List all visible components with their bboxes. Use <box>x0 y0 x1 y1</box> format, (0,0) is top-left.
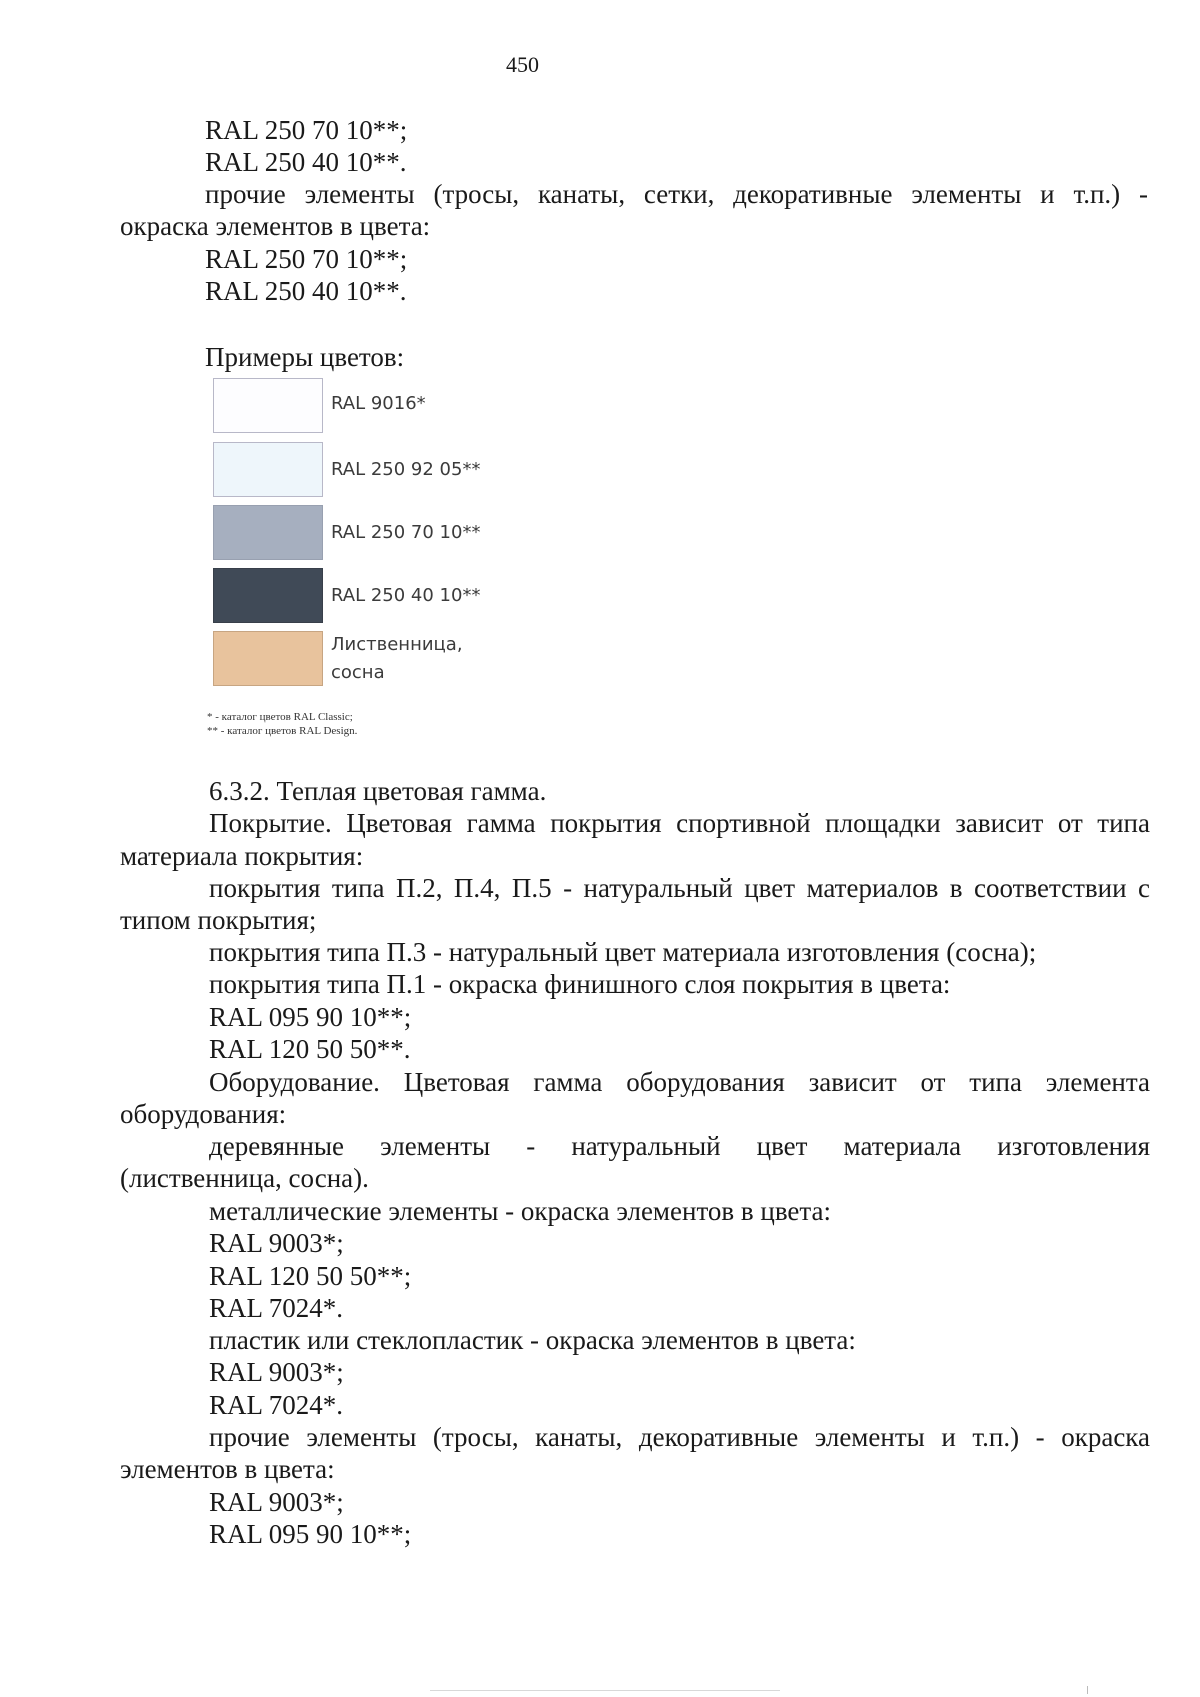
paragraph-line: материала покрытия: <box>120 841 364 871</box>
paragraph-line: окраска элементов в цвета: <box>120 211 431 241</box>
paragraph-line: элементов в цвета: <box>120 1454 335 1484</box>
footnote: ** - каталог цветов RAL Design. <box>207 725 358 737</box>
paragraph-line: деревянные элементы - натуральный цвет материала изготовления <box>209 1131 1150 1161</box>
color-swatch <box>213 631 323 686</box>
section-heading: 6.3.2. Теплая цветовая гамма. <box>209 776 547 806</box>
ral-line: RAL 250 40 10**. <box>205 147 407 177</box>
ral-line: RAL 095 90 10**; <box>209 1519 412 1549</box>
swatch-label: RAL 250 40 10** <box>331 585 481 606</box>
swatch-label: RAL 9016* <box>331 393 426 414</box>
page-number: 450 <box>506 52 539 77</box>
swatch-label: RAL 250 70 10** <box>331 522 481 543</box>
ral-line: RAL 9003*; <box>209 1228 344 1258</box>
ral-line: RAL 7024*. <box>209 1390 343 1420</box>
paragraph-line: Покрытие. Цветовая гамма покрытия спортивной площадки зависит от типа <box>209 808 1150 838</box>
ral-line: RAL 120 50 50**; <box>209 1261 412 1291</box>
paragraph-line: металлические элементы - окраска элементов в цвета: <box>209 1196 832 1226</box>
paragraph-line: типом покрытия; <box>120 905 317 935</box>
ral-line: RAL 250 70 10**; <box>205 244 408 274</box>
swatch-label: сосна <box>331 662 385 683</box>
paragraph-line: пластик или стеклопластик - окраска элементов в цвета: <box>209 1325 856 1355</box>
paragraph-line: Оборудование. Цветовая гамма оборудования зависит от типа элемента <box>209 1067 1150 1097</box>
paragraph-line: покрытия типа П.3 - натуральный цвет материала изготовления (сосна); <box>209 937 1037 967</box>
paragraph-line: прочие элементы (тросы, канаты, сетки, декоративные элементы и т.п.) - <box>205 179 1148 209</box>
paragraph-line: покрытия типа П.2, П.4, П.5 - натуральный цвет материалов в соответствии с <box>209 873 1150 903</box>
paragraph-line: оборудования: <box>120 1099 287 1129</box>
examples-heading: Примеры цветов: <box>205 342 405 372</box>
color-swatch <box>213 505 323 560</box>
paragraph-line: покрытия типа П.1 - окраска финишного слоя покрытия в цвета: <box>209 969 951 999</box>
ral-line: RAL 9003*; <box>209 1487 344 1517</box>
ral-line: RAL 250 40 10**. <box>205 276 407 306</box>
page-divider <box>430 1690 780 1691</box>
paragraph-line: (лиственница, сосна). <box>120 1163 369 1193</box>
ral-line: RAL 9003*; <box>209 1357 344 1387</box>
color-swatch <box>213 568 323 623</box>
swatch-label: RAL 250 92 05** <box>331 459 481 480</box>
footnote: * - каталог цветов RAL Classic; <box>207 711 353 723</box>
page-mark <box>1087 1686 1088 1694</box>
paragraph-line: прочие элементы (тросы, канаты, декоративные элементы и т.п.) - окраска <box>209 1422 1150 1452</box>
color-swatch <box>213 442 323 497</box>
ral-line: RAL 250 70 10**; <box>205 115 408 145</box>
ral-line: RAL 7024*. <box>209 1293 343 1323</box>
color-swatch <box>213 378 323 433</box>
ral-line: RAL 095 90 10**; <box>209 1002 412 1032</box>
swatch-label: Лиственница, <box>331 634 463 655</box>
ral-line: RAL 120 50 50**. <box>209 1034 411 1064</box>
